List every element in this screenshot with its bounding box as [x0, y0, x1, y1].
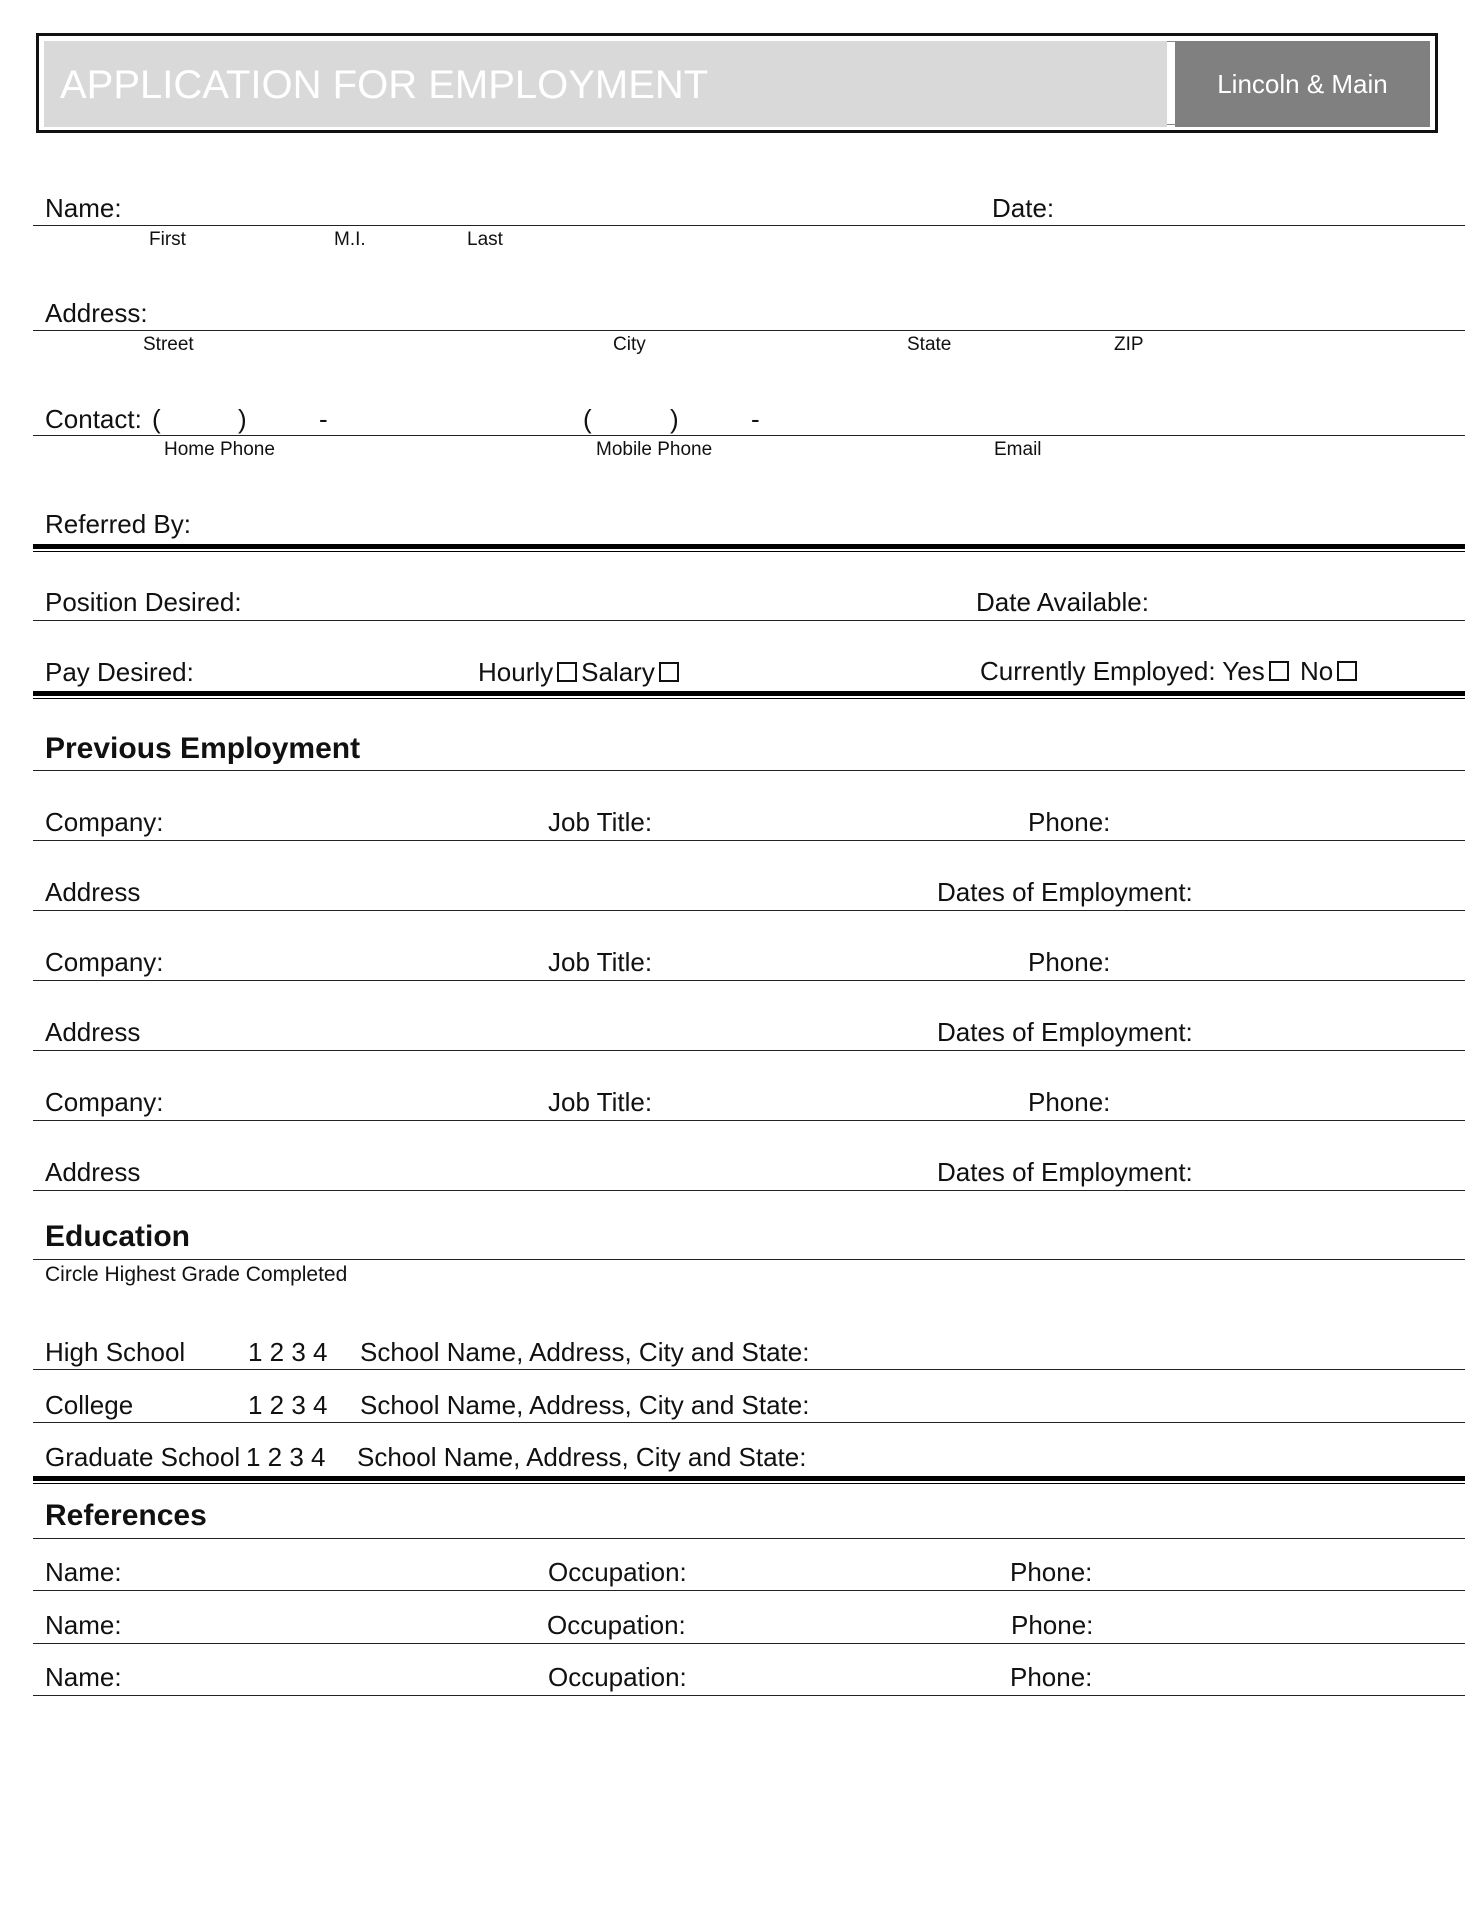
- education-note: Circle Highest Grade Completed: [45, 1263, 348, 1286]
- company-label: Company:: [45, 807, 164, 837]
- section-divider-thin: [33, 551, 1465, 552]
- job-title-label: Job Title:: [548, 807, 653, 837]
- ref-name-label: Name:: [45, 1662, 122, 1692]
- hourly-option: [478, 657, 683, 687]
- hourly-label: Hourly: [478, 657, 554, 687]
- dates-label: Dates of Employment:: [937, 1017, 1193, 1047]
- address-label: Address: [45, 1157, 141, 1187]
- heading-line: [33, 1538, 1465, 1539]
- position-line[interactable]: [33, 620, 1465, 621]
- company-line[interactable]: [33, 840, 1465, 841]
- address-label: Address:: [45, 298, 148, 328]
- ref-occupation-label: Occupation:: [547, 1610, 686, 1640]
- section-divider: [33, 691, 1465, 696]
- salary-checkbox[interactable]: [659, 662, 679, 682]
- name-mi-hint: M.I.: [334, 229, 366, 250]
- school-line[interactable]: [33, 1422, 1465, 1423]
- employed-no-label: No: [1299, 656, 1334, 686]
- education-heading: Education: [45, 1220, 191, 1253]
- mobile-phone-hint: Mobile Phone: [596, 439, 713, 460]
- form-title: APPLICATION FOR EMPLOYMENT: [60, 63, 709, 107]
- section-divider: [33, 544, 1465, 549]
- address-line[interactable]: [33, 1050, 1465, 1051]
- ref-phone-label: Phone:: [1010, 1662, 1093, 1692]
- education-level: Graduate School: [45, 1442, 241, 1472]
- home-paren-open: (: [152, 404, 161, 434]
- employment-heading: Previous Employment: [45, 732, 361, 765]
- employed-yes-checkbox[interactable]: [1269, 661, 1289, 681]
- school-label: School Name, Address, City and State:: [360, 1390, 810, 1420]
- section-divider-thin: [33, 698, 1465, 699]
- home-phone-hint: Home Phone: [164, 439, 275, 460]
- employed-option: [980, 656, 1361, 686]
- address-line[interactable]: [33, 910, 1465, 911]
- address-line[interactable]: [33, 330, 1465, 331]
- company-label: Company:: [45, 1087, 164, 1117]
- name-label: Name:: [45, 193, 122, 223]
- school-label: School Name, Address, City and State:: [357, 1442, 807, 1472]
- dates-label: Dates of Employment:: [937, 877, 1193, 907]
- company-line[interactable]: [33, 980, 1465, 981]
- date-available-label: Date Available:: [976, 587, 1149, 617]
- school-line[interactable]: [33, 1369, 1465, 1370]
- heading-line: [33, 1259, 1465, 1260]
- ref-phone-label: Phone:: [1011, 1610, 1094, 1640]
- employed-label: Currently Employed: Yes: [980, 656, 1265, 686]
- addr-street-hint: Street: [143, 334, 194, 355]
- job-title-label: Job Title:: [548, 947, 653, 977]
- address-label: Address: [45, 1017, 141, 1047]
- grade-options[interactable]: 1 2 3 4: [248, 1390, 328, 1420]
- phone-label: Phone:: [1028, 1087, 1111, 1117]
- email-hint: Email: [994, 439, 1042, 460]
- phone-label: Phone:: [1028, 947, 1111, 977]
- company-line[interactable]: [33, 1120, 1465, 1121]
- addr-state-hint: State: [907, 334, 952, 355]
- job-title-label: Job Title:: [548, 1087, 653, 1117]
- contact-label: Contact:: [45, 404, 142, 434]
- position-label: Position Desired:: [45, 587, 242, 617]
- mobile-dash: -: [751, 404, 760, 434]
- name-line[interactable]: [33, 225, 1465, 226]
- address-line[interactable]: [33, 1190, 1465, 1191]
- ref-phone-label: Phone:: [1010, 1557, 1093, 1587]
- grade-options[interactable]: 1 2 3 4: [246, 1442, 326, 1472]
- reference-line[interactable]: [33, 1643, 1465, 1644]
- addr-zip-hint: ZIP: [1114, 334, 1144, 355]
- ref-occupation-label: Occupation:: [548, 1662, 687, 1692]
- contact-line[interactable]: [33, 435, 1465, 436]
- home-dash: -: [319, 404, 328, 434]
- name-first-hint: First: [149, 229, 186, 250]
- section-divider: [33, 1476, 1465, 1481]
- section-divider-thin: [33, 1483, 1465, 1484]
- mobile-paren-open: (: [583, 404, 592, 434]
- referred-label: Referred By:: [45, 509, 191, 539]
- school-label: School Name, Address, City and State:: [360, 1337, 810, 1367]
- date-label: Date:: [992, 193, 1055, 223]
- company-name: Lincoln & Main: [1217, 69, 1388, 99]
- ref-name-label: Name:: [45, 1557, 122, 1587]
- home-paren-close: ): [238, 404, 247, 434]
- employed-no-checkbox[interactable]: [1337, 661, 1357, 681]
- hourly-checkbox[interactable]: [557, 662, 577, 682]
- reference-line[interactable]: [33, 1590, 1465, 1591]
- phone-label: Phone:: [1028, 807, 1111, 837]
- dates-label: Dates of Employment:: [937, 1157, 1193, 1187]
- education-level: College: [45, 1390, 134, 1420]
- grade-options[interactable]: 1 2 3 4: [248, 1337, 328, 1367]
- ref-name-label: Name:: [45, 1610, 122, 1640]
- heading-line: [33, 770, 1465, 771]
- salary-label: Salary: [581, 657, 655, 687]
- address-label: Address: [45, 877, 141, 907]
- reference-line[interactable]: [33, 1695, 1465, 1696]
- education-level: High School: [45, 1337, 186, 1367]
- pay-label: Pay Desired:: [45, 657, 194, 687]
- ref-occupation-label: Occupation:: [548, 1557, 687, 1587]
- mobile-paren-close: ): [670, 404, 679, 434]
- name-last-hint: Last: [467, 229, 503, 250]
- addr-city-hint: City: [613, 334, 646, 355]
- company-label: Company:: [45, 947, 164, 977]
- references-heading: References: [45, 1499, 207, 1532]
